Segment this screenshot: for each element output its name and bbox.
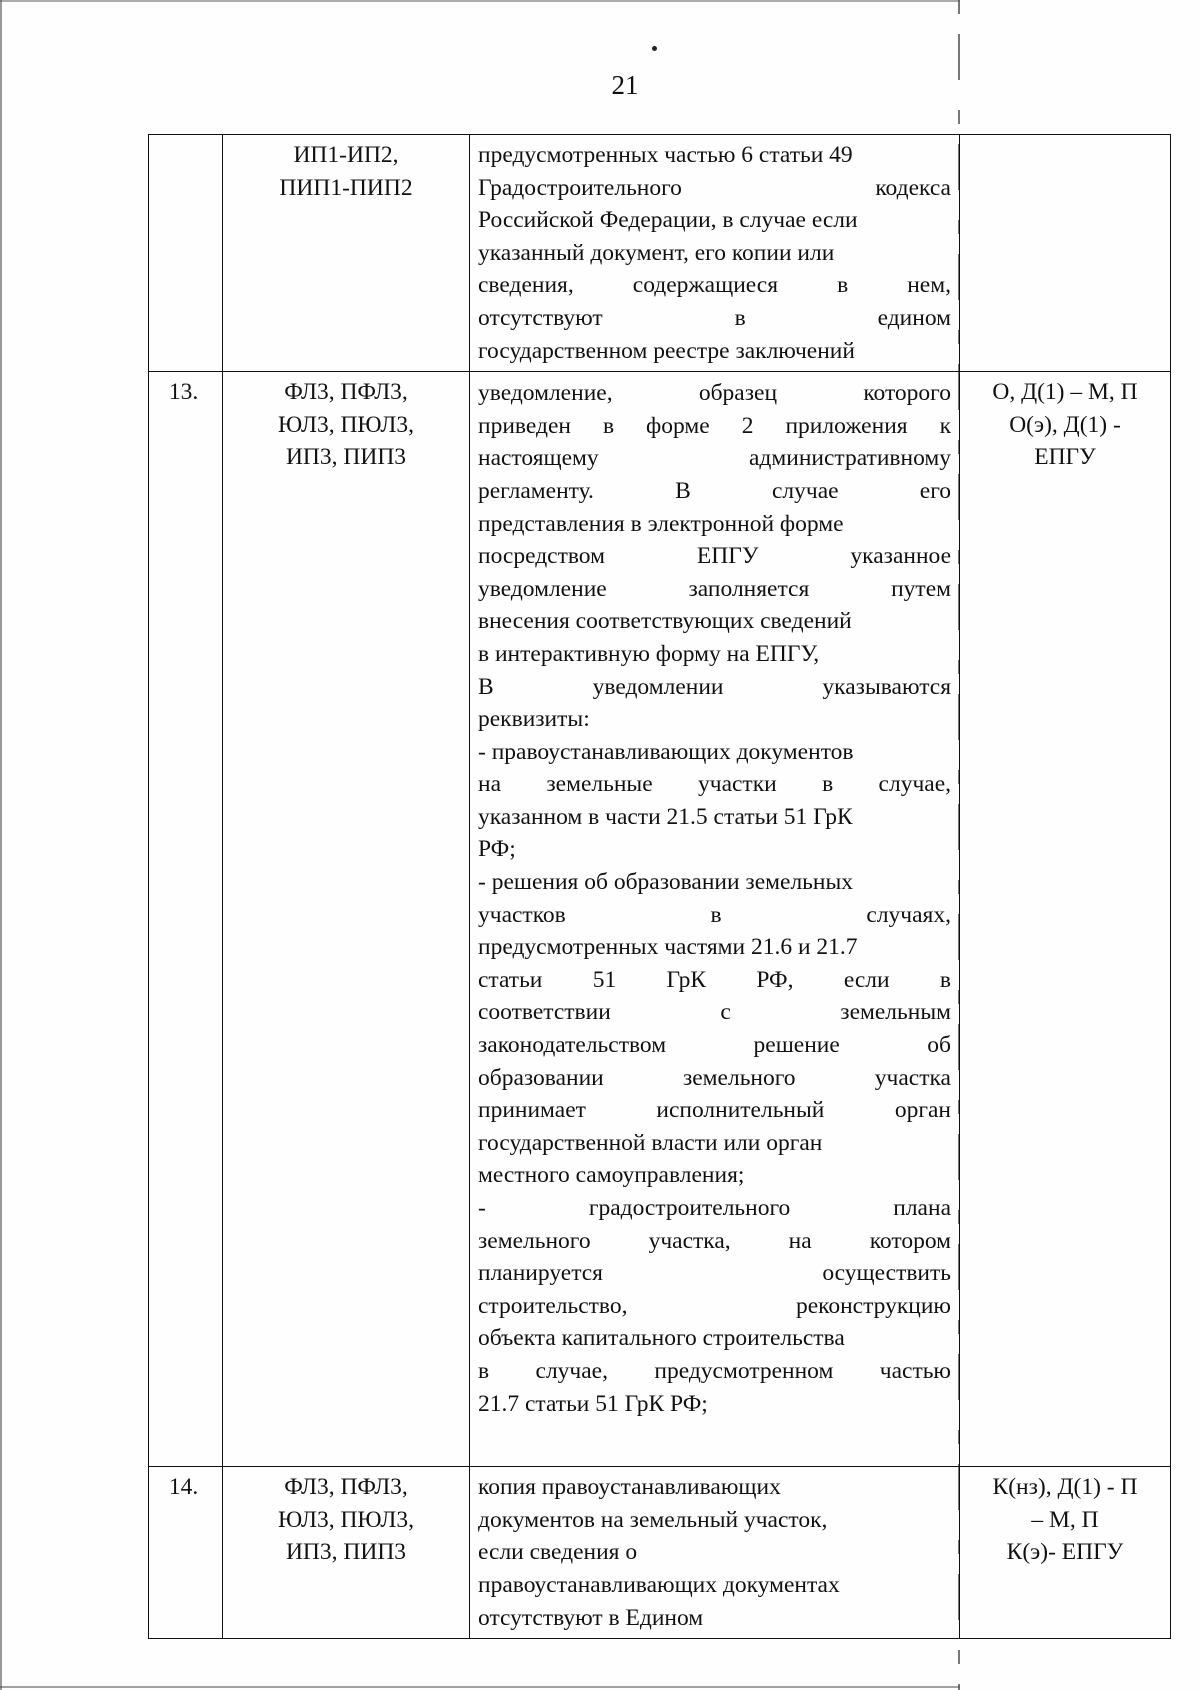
form-line: К(нз), Д(1) - П	[992, 1474, 1138, 1501]
document-line: на земельные участки в случае,	[478, 771, 951, 798]
document-line: посредством ЕПГУ указанное	[478, 543, 951, 570]
form-line: О, Д(1) – М, П	[992, 379, 1138, 406]
document-line: реквизиты:	[478, 706, 590, 733]
category-line: ПИП1-ПИП2	[279, 174, 413, 201]
document-line: объекта капитального строительства	[478, 1325, 845, 1352]
scan-artifact-dot	[652, 46, 657, 51]
document-line: отсутствуют в Едином	[478, 1604, 704, 1631]
document-line: уведомление заполняется путем	[478, 575, 951, 602]
scan-border-top	[0, 0, 960, 2]
applicant-categories	[223, 372, 470, 1467]
form-line: К(э)- ЕПГУ	[1006, 1539, 1124, 1566]
scan-border-left	[0, 0, 2, 1690]
scan-border-bottom	[0, 1686, 960, 1688]
document-line: документов на земельный участок,	[478, 1506, 828, 1533]
documents-table	[148, 134, 1171, 1639]
form-line: ЕПГУ	[1034, 444, 1096, 471]
row-number: 14.	[149, 1467, 223, 1639]
applicant-categories	[223, 1467, 470, 1639]
category-line: ФЛ3, ПФЛ3,	[284, 1474, 408, 1501]
document-line: - градостроительного плана	[478, 1195, 951, 1221]
document-line: соответствии с земельным	[478, 999, 951, 1026]
document-line: - правоустанавливающих документов	[478, 738, 854, 765]
category-line: ИП3, ПИП3	[285, 444, 407, 471]
submission-form	[960, 135, 1171, 372]
document-line: внесения соответствующих сведений	[478, 608, 852, 635]
document-line: предусмотренных частями 21.6 и 21.7	[478, 934, 858, 961]
document-line: приведен в форме 2 приложения к	[478, 412, 951, 439]
submission-form	[960, 372, 1171, 1467]
document-line: РФ;	[478, 836, 516, 863]
document-line: статьи 51 ГрК РФ, если в	[478, 966, 951, 993]
document-line: указанный документ, его копии или	[478, 239, 835, 266]
document-line: настоящему административному	[478, 445, 951, 472]
document-line: строительство, реконструкцию	[478, 1292, 951, 1319]
document-description	[470, 372, 960, 1467]
document-line: государственном реестре заключений	[478, 337, 855, 364]
row-number: 13.	[149, 372, 223, 1467]
document-line: в случае, предусмотренном частью	[478, 1357, 951, 1384]
document-line: уведомление, образец которого	[478, 380, 951, 407]
document-line: В уведомлении указываются	[478, 673, 951, 700]
document-line: в интерактивную форму на ЕПГУ,	[478, 640, 820, 667]
document-line: регламенту. В случае его	[478, 477, 951, 504]
document-line: копия правоустанавливающих	[478, 1474, 781, 1501]
document-line: если сведения о	[478, 1539, 638, 1566]
document-line: Градостроительного кодекса	[478, 174, 951, 201]
document-line: государственной власти или орган	[478, 1129, 823, 1156]
document-line: 21.7 статьи 51 ГрК РФ;	[478, 1390, 708, 1417]
document-line: законодательством решение об	[478, 1032, 951, 1059]
category-line: ФЛ3, ПФЛ3,	[284, 379, 408, 406]
applicant-categories	[223, 135, 470, 372]
document-line: сведения, содержащиеся в нем,	[478, 272, 951, 299]
document-line: отсутствуют в едином	[478, 304, 951, 331]
document-description	[470, 1467, 960, 1639]
document-line: участков в случаях,	[478, 901, 951, 928]
form-line: О(э), Д(1) -	[1009, 411, 1121, 438]
table-row	[149, 1467, 1171, 1639]
document-line: представления в электронной форме	[478, 510, 844, 537]
document-description	[470, 135, 960, 372]
category-line: ИП3, ПИП3	[285, 1539, 407, 1566]
document-line: - решения об образовании земельных	[478, 869, 854, 896]
page-number: 21	[611, 70, 639, 100]
document-line: предусмотренных частью 6 статьи 49	[478, 142, 853, 168]
form-line: – М, П	[1031, 1506, 1099, 1533]
submission-form	[960, 1467, 1171, 1639]
document-line: земельного участка, на котором	[478, 1227, 951, 1254]
document-line: образовании земельного участка	[478, 1064, 951, 1091]
row-number	[149, 135, 223, 372]
category-line: ЮЛ3, ПЮЛ3,	[278, 411, 414, 438]
category-line: ЮЛ3, ПЮЛ3,	[278, 1506, 414, 1533]
table-row	[149, 135, 1171, 372]
document-line: местного самоуправления;	[478, 1162, 745, 1189]
document-line: планируется осуществить	[478, 1260, 951, 1287]
table-row	[149, 372, 1171, 1467]
document-line: принимает исполнительный орган	[478, 1097, 951, 1124]
document-line: правоустанавливающих документах	[478, 1571, 840, 1598]
document-line: указанном в части 21.5 статьи 51 ГрК	[478, 803, 853, 830]
category-line: ИП1-ИП2,	[293, 142, 399, 168]
document-line: Российской Федерации, в случае если	[478, 207, 858, 234]
